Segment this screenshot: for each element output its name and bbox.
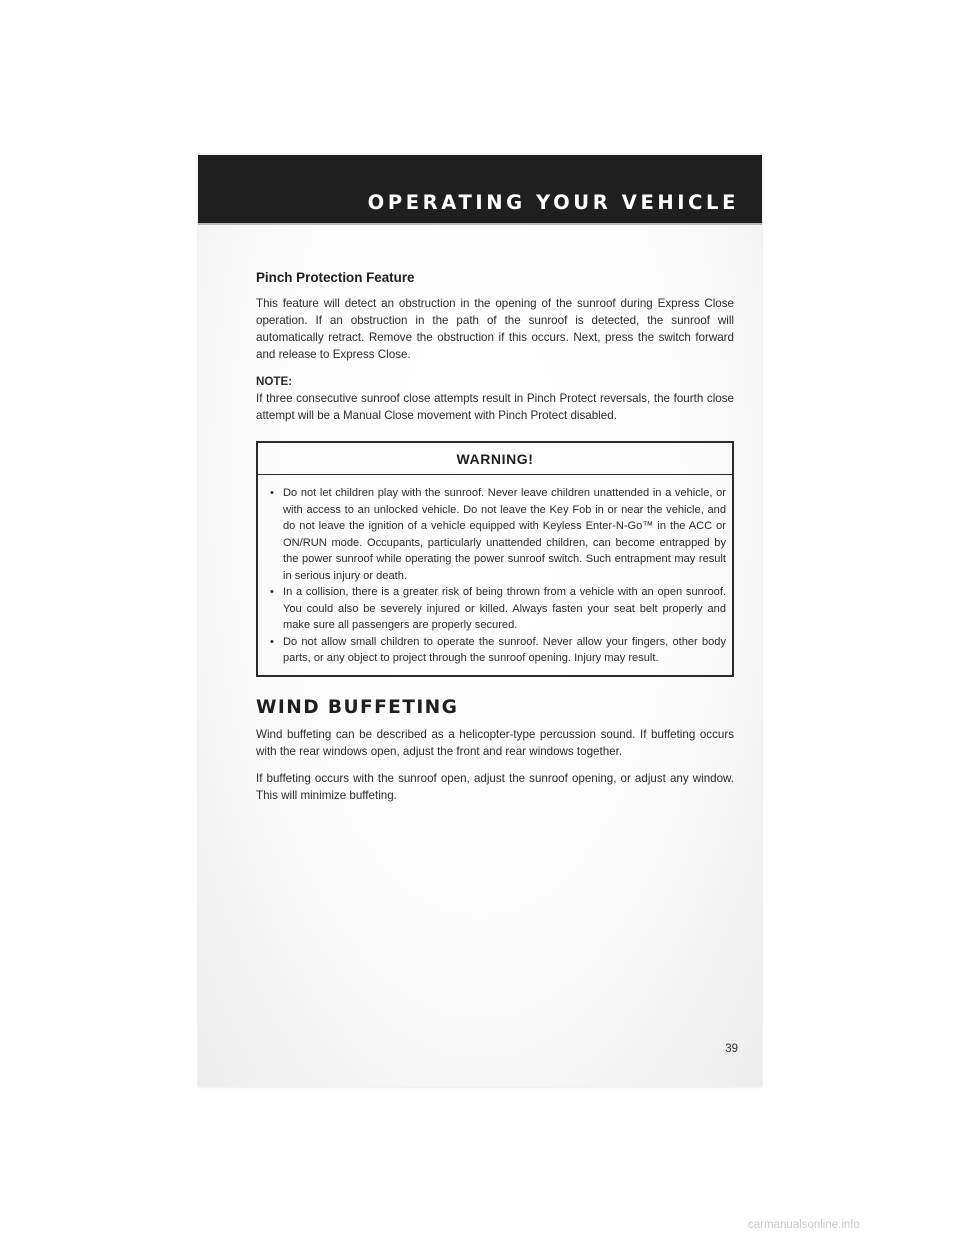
warning-item-text: In a collision, there is a greater risk of being thrown from a vehicle with an open sunroof. You could also be severely injured or killed. Always fasten your seat belt properly and make sure all passengers are properly secured. [283, 586, 726, 631]
page-number: 39 [725, 1043, 738, 1055]
section-header-title: OPERATING YOUR VEHICLE [367, 191, 739, 214]
note-text: If three consecutive sunroof close attempts result in Pinch Protect reversals, the fourth close attempt will be a Manual Close movement with Pinch Protect disabled. [256, 392, 734, 422]
warning-list [264, 485, 726, 667]
bullet-icon: • [270, 635, 274, 648]
wind-buffeting-paragraph: Wind buffeting can be described as a helicopter-type percussion sound. If buffeting occurs with the rear windows open, adjust the front and rear windows together. [256, 727, 734, 758]
section-header-bar [198, 155, 762, 225]
warning-item-text: Do not let children play with the sunroof. Never leave children unattended in a vehicle, or with access to an unlocked vehicle. Do not leave the Key Fob in or near the vehicle, and do not leave the ignition of a vehicle equipped with Keyless Enter-N-Go™ in the ACC or ON/RUN mode. Occupants, particularly unattended children, can become entrapped by the power sunroof while operating the power sunroof switch. Such entrapment may result in serious injury or death. [283, 487, 726, 582]
warning-title: WARNING! [258, 443, 732, 475]
pinch-protection-body: This feature will detect an obstruction in the opening of the sunroof during Express Close operation. If an obstruction in the path of the sunroof is detected, the sunroof will automatically retract. Remove the obstruction if this occurs. Next, press the switch forward and release to Express Close. [256, 297, 734, 361]
warning-item [264, 485, 726, 584]
warning-item [264, 584, 726, 634]
wind-buffeting-heading: WIND BUFFETING [256, 696, 459, 718]
note-label: NOTE: [256, 375, 293, 388]
bullet-icon: • [270, 586, 274, 598]
warning-item-text: Do not allow small children to operate the sunroof. Never allow your fingers, other body parts, or any object to project through the sunroof opening. Injury may result. [283, 635, 726, 664]
bullet-icon: • [270, 487, 274, 499]
watermark-text: carmanualsonline.info [748, 1219, 860, 1231]
pinch-protection-heading: Pinch Protection Feature [256, 270, 415, 285]
warning-item [264, 634, 726, 667]
warning-box [256, 441, 734, 677]
manual-page [198, 155, 762, 1087]
wind-buffeting-paragraph: If buffeting occurs with the sunroof open, adjust the sunroof opening, or adjust any window. This will minimize buffeting. [256, 771, 734, 802]
page-content [256, 269, 734, 814]
